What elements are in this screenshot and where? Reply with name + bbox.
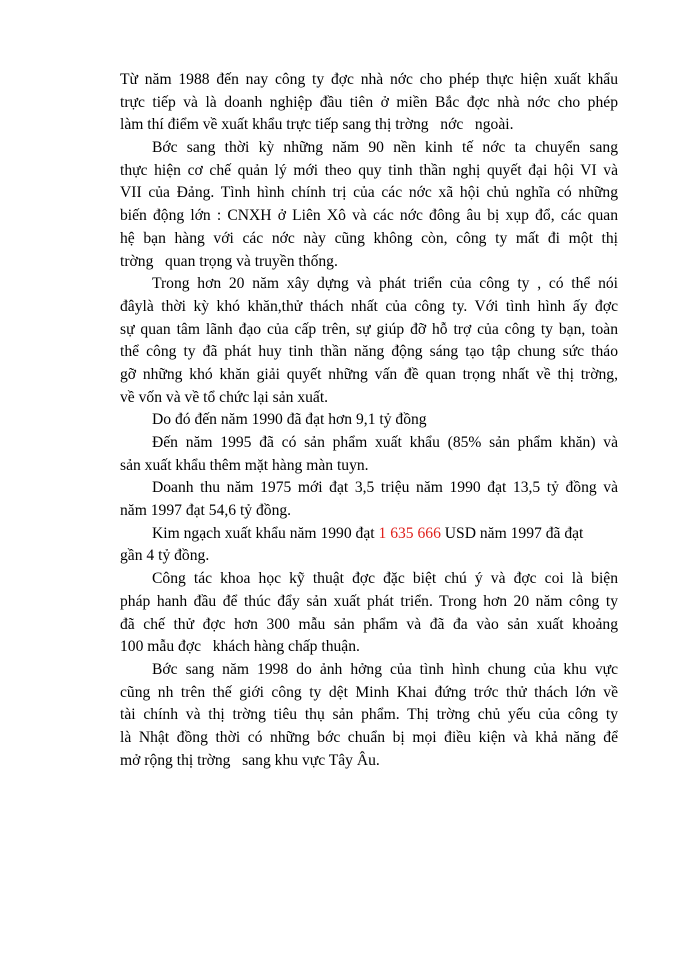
text-line: thể công ty đã phát huy tinh thần năng động sáng tạo tập chung sức tháo xyxy=(120,343,618,361)
highlighted-figure: 1 635 666 xyxy=(378,524,441,542)
text-line: Do đó đến năm 1990 đã đạt hơn 9,1 tỷ đồng xyxy=(152,411,427,429)
text-line: đã chế thử đợc hơn 300 mẫu sản phẩm và đã đa vào sản xuất khoảng xyxy=(120,615,618,633)
text-line: cũng nh trên thế giới công ty dệt Minh Khai đứng trớc thử thách lớn về xyxy=(120,683,618,701)
text-line: về vốn và về tổ chức lại sản xuất. xyxy=(120,388,329,406)
text-line: trờng quan trọng và truyền thống. xyxy=(120,252,338,270)
text-line: đâylà thời kỳ khó khăn,thử thách nhất của công ty. Với tình hình ấy đợc xyxy=(120,297,618,315)
text-line: thực hiện cơ chế quản lý mới theo quy tinh thần nghị quyết đại hội VI và xyxy=(120,161,618,179)
text-line: hệ bạn hàng với các nớc này cũng không còn, công ty mất đi một thị xyxy=(120,229,618,247)
text-line: gỡ những khó khăn giải quyết những vấn đề quan trọng nhất về thị trờng, xyxy=(120,365,618,383)
text-segment: USD năm 1997 đã đạt xyxy=(440,524,584,542)
text-line: Từ năm 1988 đến nay công ty đợc nhà nớc cho phép thực hiện xuất khẩu xyxy=(120,71,618,88)
text-line: gần 4 tỷ đồng. xyxy=(120,547,210,565)
document-body xyxy=(120,69,618,772)
text-line: làm thí điểm về xuất khẩu trực tiếp sang thị trờng nớc ngoài. xyxy=(120,116,514,134)
text-line: Đến năm 1995 đã có sản phẩm xuất khẩu (85% sản phẩm khăn) và xyxy=(152,434,618,451)
text-line: sản xuất khẩu thêm mặt hàng màn tuyn. xyxy=(120,456,369,474)
text-line: là Nhật đồng thời có những bớc chuẩn bị mọi điều kiện và khả năng để xyxy=(120,728,618,746)
text-line: pháp hanh đầu để thúc đẩy sản xuất phát triển. Trong hơn 20 năm công ty xyxy=(120,592,618,610)
text-line: sự quan tâm lãnh đạo của cấp trên, sự giúp đỡ hỗ trợ của công ty bạn, toàn xyxy=(120,320,618,338)
text-line: mở rộng thị trờng sang khu vực Tây Âu. xyxy=(120,751,380,769)
text-line: Công tác khoa học kỹ thuật đợc đặc biệt chú ý và đợc coi là biện xyxy=(152,570,618,588)
text-line: Trong hơn 20 năm xây dựng và phát triển của công ty , có thể nói xyxy=(152,275,618,293)
text-segment: Kim ngạch xuất khẩu năm 1990 đạt xyxy=(152,524,379,542)
text-line: Doanh thu năm 1975 mới đạt 3,5 triệu năm 1990 đạt 13,5 tỷ đồng và xyxy=(152,479,618,497)
text-line: năm 1997 đạt 54,6 tỷ đồng. xyxy=(120,502,292,520)
text-line: Bớc sang thời kỳ những năm 90 nền kinh tế nớc ta chuyển sang xyxy=(152,139,618,157)
text-line: 100 mẫu đợc khách hàng chấp thuận. xyxy=(120,638,360,656)
text-line: tài chính và thị trờng tiêu thụ sản phẩm. Thị trờng chủ yếu của công ty xyxy=(120,706,618,724)
text-line xyxy=(120,523,618,546)
text-line: VII của Đảng. Tình hình chính trị của các nớc xã hội chủ nghĩa có những xyxy=(120,184,618,202)
text-line: biến động lớn : CNXH ở Liên Xô và các nớc đông âu bị xụp đổ, các quan xyxy=(120,207,618,225)
text-line: trực tiếp và là doanh nghiệp đầu tiên ở miền Bắc đợc nhà nớc cho phép xyxy=(120,93,618,111)
text-line: Bớc sang năm 1998 do ảnh hởng của tình hình chung của khu vực xyxy=(152,660,618,678)
